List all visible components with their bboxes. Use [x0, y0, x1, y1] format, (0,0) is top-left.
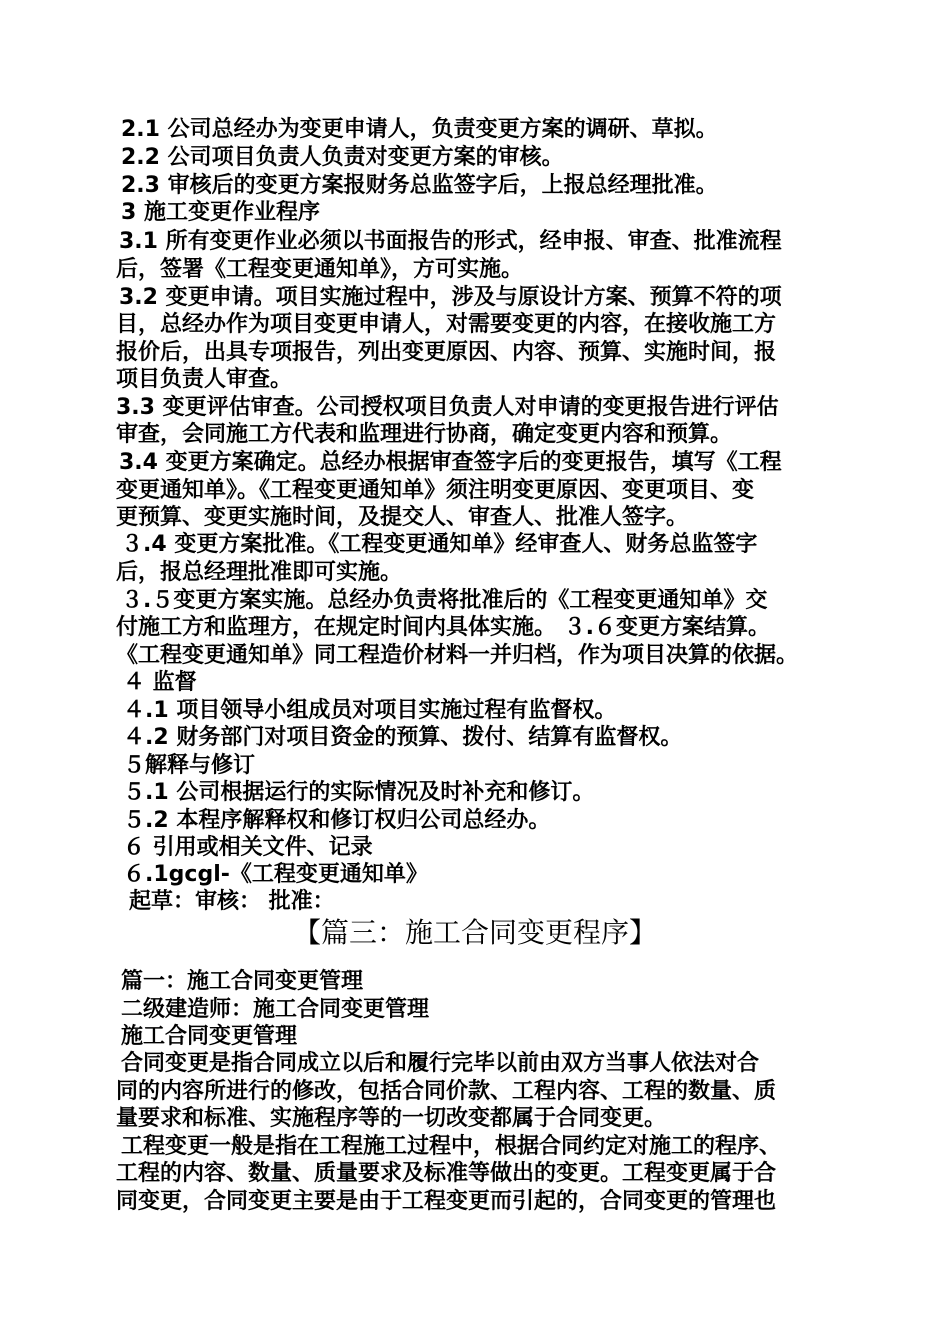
- text-line: 2.3 审核后的变更方案报财务总监签字后，上报总经理批准。: [121, 173, 718, 198]
- text-line: ５.1 公司根据运行的实际情况及时补充和修订。: [123, 780, 595, 805]
- text-line: 3.3 变更评估审查。公司授权项目负责人对申请的变更报告进行评估: [116, 395, 779, 420]
- text-line: 工程变更一般是指在工程施工过程中，根据合同约定对施工的程序、: [121, 1134, 782, 1159]
- text-line: ５解释与修订: [123, 753, 256, 778]
- text-line: 同变更，合同变更主要是由于工程变更而引起的，合同变更的管理也: [116, 1189, 777, 1214]
- text-line: 项目负责人审查。: [116, 367, 293, 392]
- text-line: 目，总经办作为项目变更申请人，对需要变更的内容，在接收施工方: [116, 312, 777, 337]
- text-line: 起草：审核： 批准：: [129, 889, 335, 914]
- text-line: ３.５变更方案实施。总经办负责将批准后的《工程变更通知单》交: [121, 588, 768, 613]
- text-line: 报价后，出具专项报告，列出变更原因、内容、预算、实施时间，报: [116, 340, 777, 365]
- text-line: 施工合同变更管理: [121, 1024, 298, 1049]
- text-line: ４.2 财务部门对项目资金的预算、拨付、结算有监督权。: [123, 725, 683, 750]
- text-line: 篇一：施工合同变更管理: [121, 969, 364, 994]
- text-line: 3.1 所有变更作业必须以书面报告的形式，经申报、审查、批准流程: [119, 229, 782, 254]
- text-line: ３.4 变更方案批准。《工程变更通知单》经审查人、财务总监签字: [121, 532, 758, 557]
- text-line: 3.4 变更方案确定。总经办根据审查签字后的变更报告，填写《工程: [119, 450, 782, 475]
- text-line: 工程的内容、数量、质量要求及标准等做出的变更。工程变更属于合: [116, 1161, 777, 1186]
- text-line: 3.2 变更申请。项目实施过程中，涉及与原设计方案、预算不符的项: [119, 285, 782, 310]
- text-line: 量要求和标准、实施程序等的一切改变都属于合同变更。: [116, 1106, 667, 1131]
- text-line: 《工程变更通知单》同工程造价材料一并归档，作为项目决算的依据。: [116, 643, 799, 668]
- text-line: 同的内容所进行的修改，包括合同价款、工程内容、工程的数量、质: [116, 1079, 777, 1104]
- text-line: 2.2 公司项目负责人负责对变更方案的审核。: [121, 145, 564, 170]
- text-line: ６ 引用或相关文件、记录: [123, 835, 373, 860]
- text-line: 3 施工变更作业程序: [121, 200, 320, 225]
- text-line: ４ 监督: [123, 670, 197, 695]
- text-line: 审查，会同施工方代表和监理进行协商，确定变更内容和预算。: [116, 422, 733, 447]
- section-title: 【篇三：施工合同变更程序】: [292, 916, 657, 949]
- text-line: ６.1gcgl-《工程变更通知单》: [123, 862, 428, 887]
- text-line: 合同变更是指合同成立以后和履行完毕以前由双方当事人依法对合: [121, 1051, 760, 1076]
- text-line: ５.2 本程序解释权和修订权归公司总经办。: [123, 808, 551, 833]
- text-line: 二级建造师：施工合同变更管理: [121, 997, 430, 1022]
- text-line: 变更通知单》。《工程变更通知单》须注明变更原因、变更项目、变: [116, 478, 755, 503]
- text-line: 后，报总经理批准即可实施。: [116, 560, 403, 585]
- text-line: 更预算、变更实施时间，及提交人、审查人、批准人签字。: [116, 505, 689, 530]
- text-line: ４.1 项目领导小组成员对项目实施过程有监督权。: [123, 698, 617, 723]
- text-line: 付施工方和监理方，在规定时间内具体实施。 ３.６变更方案结算。: [116, 615, 771, 640]
- text-line: 后，签署《工程变更通知单》，方可实施。: [116, 257, 524, 282]
- text-line: 2.1 公司总经办为变更申请人，负责变更方案的调研、草拟。: [121, 117, 718, 142]
